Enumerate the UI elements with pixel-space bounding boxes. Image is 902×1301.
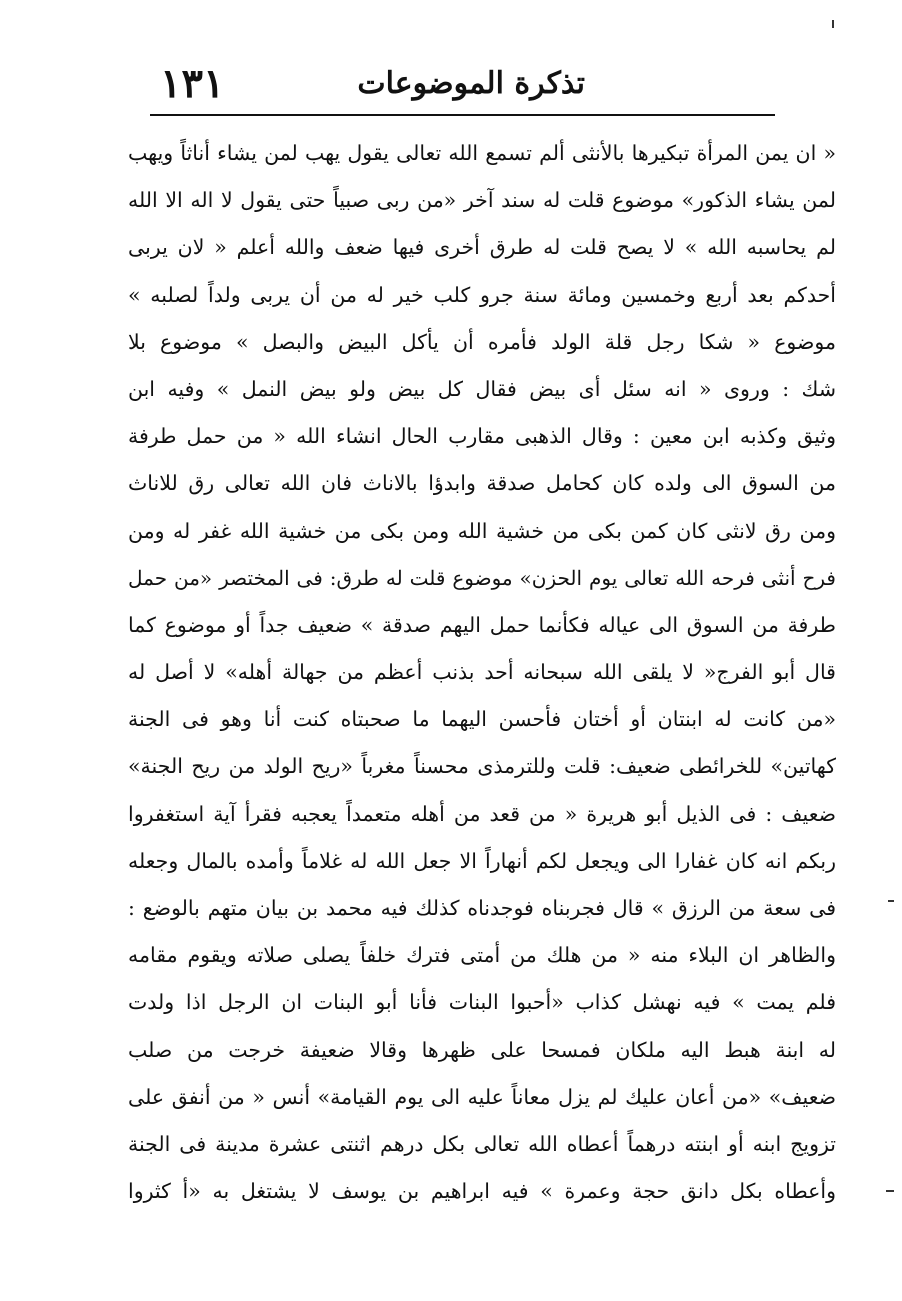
header-rule bbox=[150, 114, 775, 116]
scan-mark bbox=[888, 900, 894, 902]
text-line: ضعيف : فى الذيل أبو هريرة « من قعد من أهله متعمداً يعجبه فقرأ آية استغفروا bbox=[128, 801, 836, 826]
text-line: والظاهر ان البلاء منه « من هلك من أمتى فترك خلفاً يصلى صلاته ويقوم مقامه bbox=[128, 943, 836, 968]
page-header bbox=[150, 62, 770, 112]
text-line: فى سعة من الرزق » قال فجربناه فوجدناه كذلك فيه محمد بن بيان متهم بالوضع : bbox=[128, 896, 836, 920]
text-line: أحدكم بعد أربع وخمسين ومائة سنة جرو كلب خير له من أن يربى ولداً لصلبه » bbox=[128, 282, 836, 307]
scan-mark bbox=[886, 1190, 894, 1192]
text-line: كهاتين» للخرائطى ضعيف: قلت وللترمذى محسناً مغرباً «ريح الولد من ريح الجنة» bbox=[128, 754, 836, 779]
running-title: تذكرة الموضوعات bbox=[357, 66, 585, 101]
text-line: شك : وروى « انه سئل أى بيض فقال كل بيض ولو بيض النمل » وفيه ابن bbox=[128, 376, 836, 401]
text-line: قال أبو الفرج« لا يلقى الله سبحانه أحد بذنب أعظم من جهالة أهله» لا أصل له bbox=[128, 660, 836, 685]
text-line: من السوق الى ولده كان كحامل صدقة وابدؤا بالاناث فان الله تعالى رق للاناث bbox=[128, 471, 836, 496]
text-line: لمن يشاء الذكور» موضوع قلت له سند آخر «من ربى صبياً حتى يقول لا اله الا الله bbox=[128, 188, 836, 213]
scan-mark bbox=[832, 20, 834, 28]
text-line: طرفة من السوق الى عياله فكأنما حمل اليهم صدقة » ضعيف جداً أو موضوع كما bbox=[128, 612, 836, 637]
text-line: « ان يمن المرأة تبكيرها بالأنثى ألم تسمع الله تعالى يقول يهب لمن يشاء أناثاً ويهب bbox=[128, 141, 836, 165]
text-line: لم يحاسبه الله » لا يصح قلت له طرق أخرى فيها ضعف والله أعلم « لان يربى bbox=[128, 235, 836, 260]
text-line: وأعطاه بكل دانق حجة وعمرة » فيه ابراهيم بن يوسف لا يشتغل به «أ كثروا bbox=[128, 1179, 836, 1204]
text-line: له ابنة هبط اليه ملكان فمسحا على ظهرها وقالا ضعيفة خرجت من صلب bbox=[128, 1037, 836, 1062]
page-number: ١٣١ bbox=[160, 60, 225, 107]
text-line: فلم يمت » فيه نهشل كذاب «أحبوا البنات فأنا أبو البنات ان الرجل اذا ولدت bbox=[128, 990, 836, 1015]
text-line: وثيق وكذبه ابن معين : وقال الذهبى مقارب الحال انشاء الله « من حمل طرفة bbox=[128, 424, 836, 449]
text-line: ومن رق لانثى كان كمن بكى من خشية الله ومن بكى من خشية الله غفر له ومن bbox=[128, 518, 836, 543]
text-line: ربكم انه كان غفارا الى ويجعل لكم أنهاراً الا جعل الله له غلاماً وأمده بالمال وجعله bbox=[128, 848, 836, 873]
text-line: فرح أنثى فرحه الله تعالى يوم الحزن» موضوع قلت له طرق: فى المختصر «من حمل bbox=[128, 565, 836, 590]
text-line: «من كانت له ابنتان أو أختان فأحسن اليهما ما صحبتاه كنت أنا وهو فى الجنة bbox=[128, 707, 836, 732]
text-line: تزويج ابنه أو ابنته درهماً أعطاه الله تعالى بكل درهم اثنتى عشرة مدينة فى الجنة bbox=[128, 1131, 836, 1156]
text-line: ضعيف» «من أعان عليك لم يزل معاناً عليه الى يوم القيامة» أنس « من أنفق على bbox=[128, 1084, 836, 1109]
body-text bbox=[128, 130, 836, 1215]
text-line: موضوع « شكا رجل قلة الولد فأمره أن يأكل البيض والبصل » موضوع بلا bbox=[128, 329, 836, 354]
